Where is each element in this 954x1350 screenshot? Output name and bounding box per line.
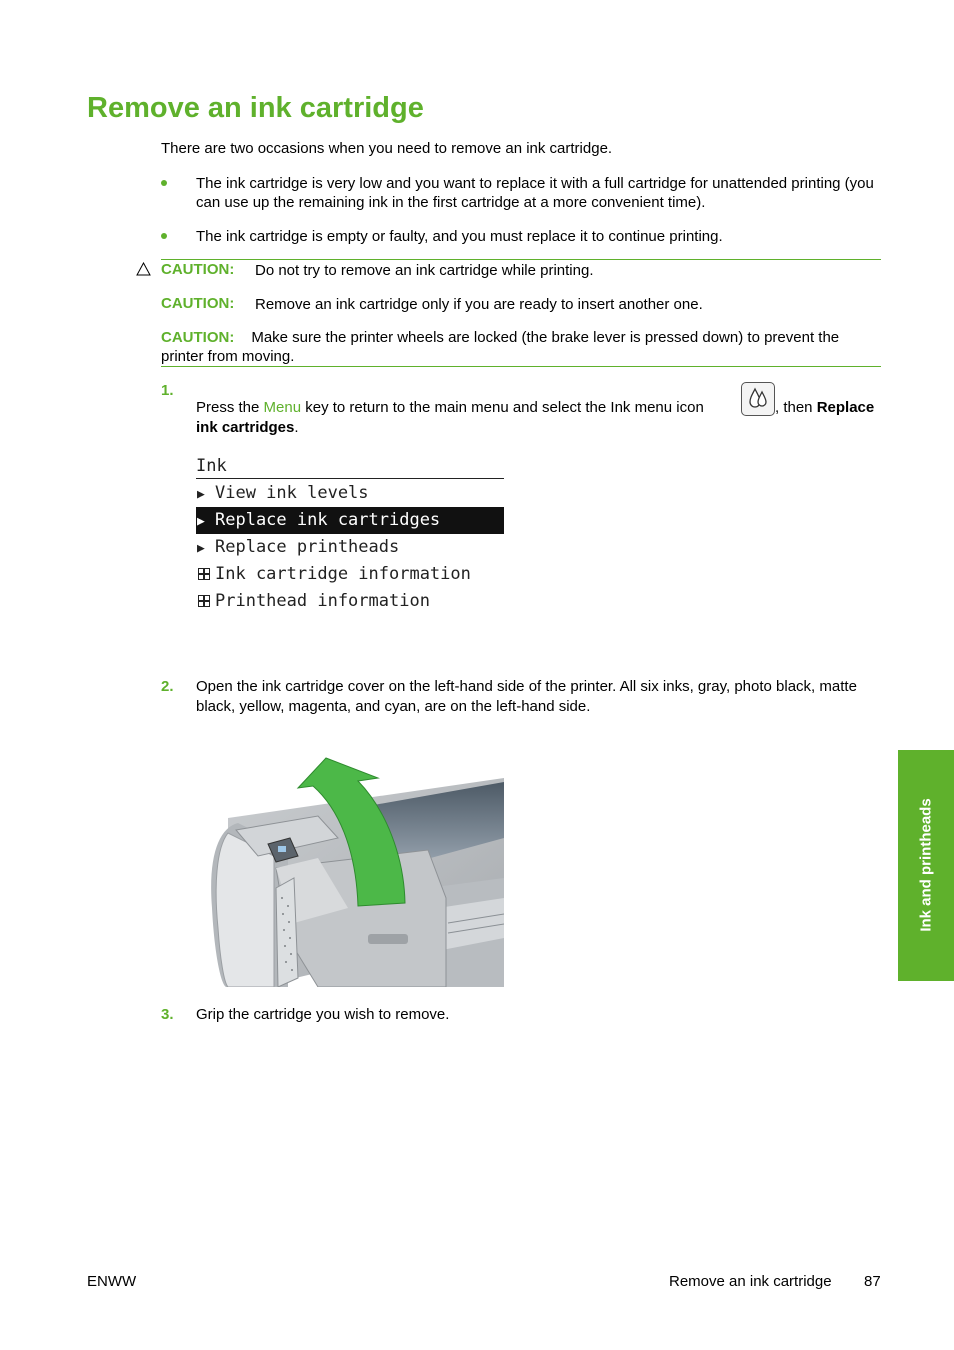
step-text: Press the Menu key to return to the main menu and select the Ink menu icon , then Replace xyxy=(196,380,884,418)
menu-item-ink-cartridge-information[interactable]: Ink cartridge information xyxy=(196,561,504,588)
ink-menu-title: Ink xyxy=(196,454,504,479)
bullet-icon xyxy=(161,233,167,239)
menu-item-replace-printheads[interactable]: ▶ Replace printheads xyxy=(196,534,504,561)
footer-title: Remove an ink cartridge xyxy=(669,1273,832,1290)
ink-menu-icon xyxy=(741,382,775,416)
step-text: Grip the cartridge you wish to remove. xyxy=(196,1006,450,1023)
section-side-tab xyxy=(898,750,954,981)
printer-cover-illustration xyxy=(198,738,504,987)
plus-box-icon xyxy=(198,568,210,580)
plus-box-icon xyxy=(198,595,210,607)
menu-item-replace-ink-cartridges[interactable]: ▶ Replace ink cartridges xyxy=(196,507,504,534)
caution-block xyxy=(161,328,885,366)
bullet-icon xyxy=(161,180,167,186)
menu-key-link: Menu xyxy=(263,399,302,416)
page-title: Remove an ink cartridge xyxy=(87,92,424,124)
step-number: 2. xyxy=(161,678,174,695)
menu-item-printhead-information[interactable]: Printhead information xyxy=(196,588,504,615)
step-number: 1. xyxy=(161,382,174,399)
caution-label: CAUTION: xyxy=(161,329,235,346)
ink-menu-screen xyxy=(196,454,504,615)
arrow-right-icon: ▶ xyxy=(197,541,205,556)
step-text: Open the ink cartridge cover on the left-hand side of the printer. All six inks, gray, photo black, matte black, yellow, magenta, and cyan, are on the left-hand side. xyxy=(196,678,857,715)
arrow-right-icon: ▶ xyxy=(197,487,205,502)
arrow-right-icon: ▶ xyxy=(197,514,205,529)
step-text-continued: ink cartridges. xyxy=(196,419,299,436)
caution-label: CAUTION: xyxy=(161,261,235,278)
caution-text: Do not try to remove an ink cartridge while printing. xyxy=(255,262,594,279)
caution-bottom-rule xyxy=(161,366,881,367)
caution-text: Remove an ink cartridge only if you are ready to insert another one. xyxy=(255,296,703,313)
page-number: 87 xyxy=(864,1273,881,1290)
bullet-item: The ink cartridge is very low and you want to replace it with a full cartridge for unattended printing (you can use up the remaining ink in the first cartridge at a more convenient time). xyxy=(196,175,874,211)
caution-triangle-icon xyxy=(136,262,151,276)
bullet-item: The ink cartridge is empty or faulty, and you must replace it to continue printing. xyxy=(196,228,723,245)
caution-label: CAUTION: xyxy=(161,295,235,312)
intro-text: There are two occasions when you need to remove an ink cartridge. xyxy=(161,140,613,157)
caution-top-rule xyxy=(161,259,881,260)
step-number: 3. xyxy=(161,1006,174,1023)
caution-text: Make sure the printer wheels are locked (the brake lever is pressed down) to prevent the printer from moving. xyxy=(161,329,840,365)
side-tab-label: Ink and printheads xyxy=(917,798,935,932)
replace-label-part: Replace xyxy=(816,399,875,416)
replace-ink-cartridges-label: ink cartridges xyxy=(196,419,295,436)
footer-left: ENWW xyxy=(87,1273,137,1290)
menu-item-view-ink-levels[interactable]: ▶ View ink levels xyxy=(196,480,504,507)
